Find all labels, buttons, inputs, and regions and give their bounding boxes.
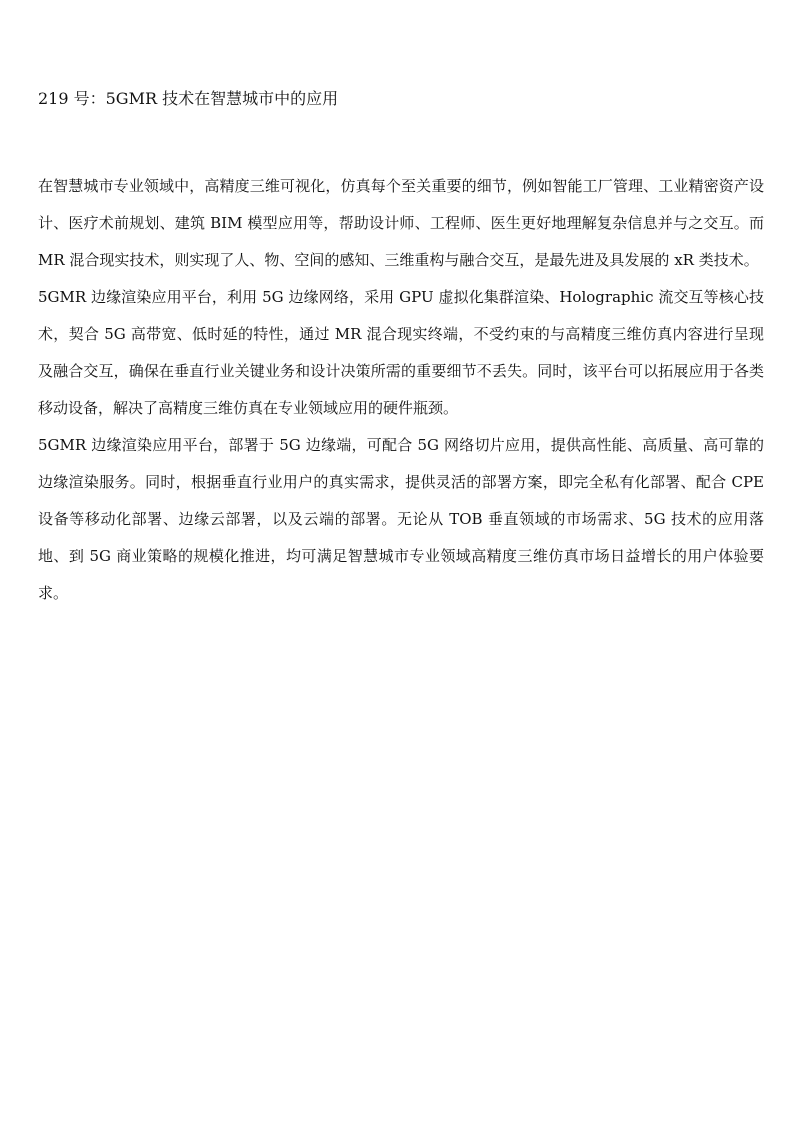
paragraph-intro: 在智慧城市专业领域中，高精度三维可视化，仿真每个至关重要的细节，例如智能工厂管理、工业精密资产设计、医疗术前规划、建筑 BIM 模型应用等，帮助设计师、工程师、医生更好地理解复杂信息并与之交互。而 MR 混合现实技术，则实现了人、物、空间的感知、三维重构与融合交互，是最先进及具发展的 xR 类技术。 (38, 177, 764, 269)
paragraph-deployment: 5GMR 边缘渲染应用平台，部署于 5G 边缘端，可配合 5G 网络切片应用，提供高性能、高质量、高可靠的边缘渲染服务。同时，根据垂直行业用户的真实需求，提供灵活的部署方案，即完全私有化部署、配合 CPE 设备等移动化部署、边缘云部署，以及云端的部署。无论从 TOB 垂直领域的市场需求、5G 技术的应用落地、到 5G 商业策略的规模化推进，均可满足智慧城市专业领域高精度三维仿真市场日益增长的用户体验要求。 (38, 436, 764, 602)
document-body (38, 168, 764, 612)
document-title: 219 号：5GMR 技术在智慧城市中的应用 (38, 89, 339, 108)
paragraph-platform-tech: 5GMR 边缘渲染应用平台，利用 5G 边缘网络，采用 GPU 虚拟化集群渲染、Holographic 流交互等核心技术，契合 5G 高带宽、低时延的特性，通过 MR 混合现实终端，不受约束的与高精度三维仿真内容进行呈现及融合交互，确保在垂直行业关键业务和设计决策所需的重要细节不丢失。同时，该平台可以拓展应用于各类移动设备，解决了高精度三维仿真在专业领域应用的硬件瓶颈。 (38, 288, 764, 417)
